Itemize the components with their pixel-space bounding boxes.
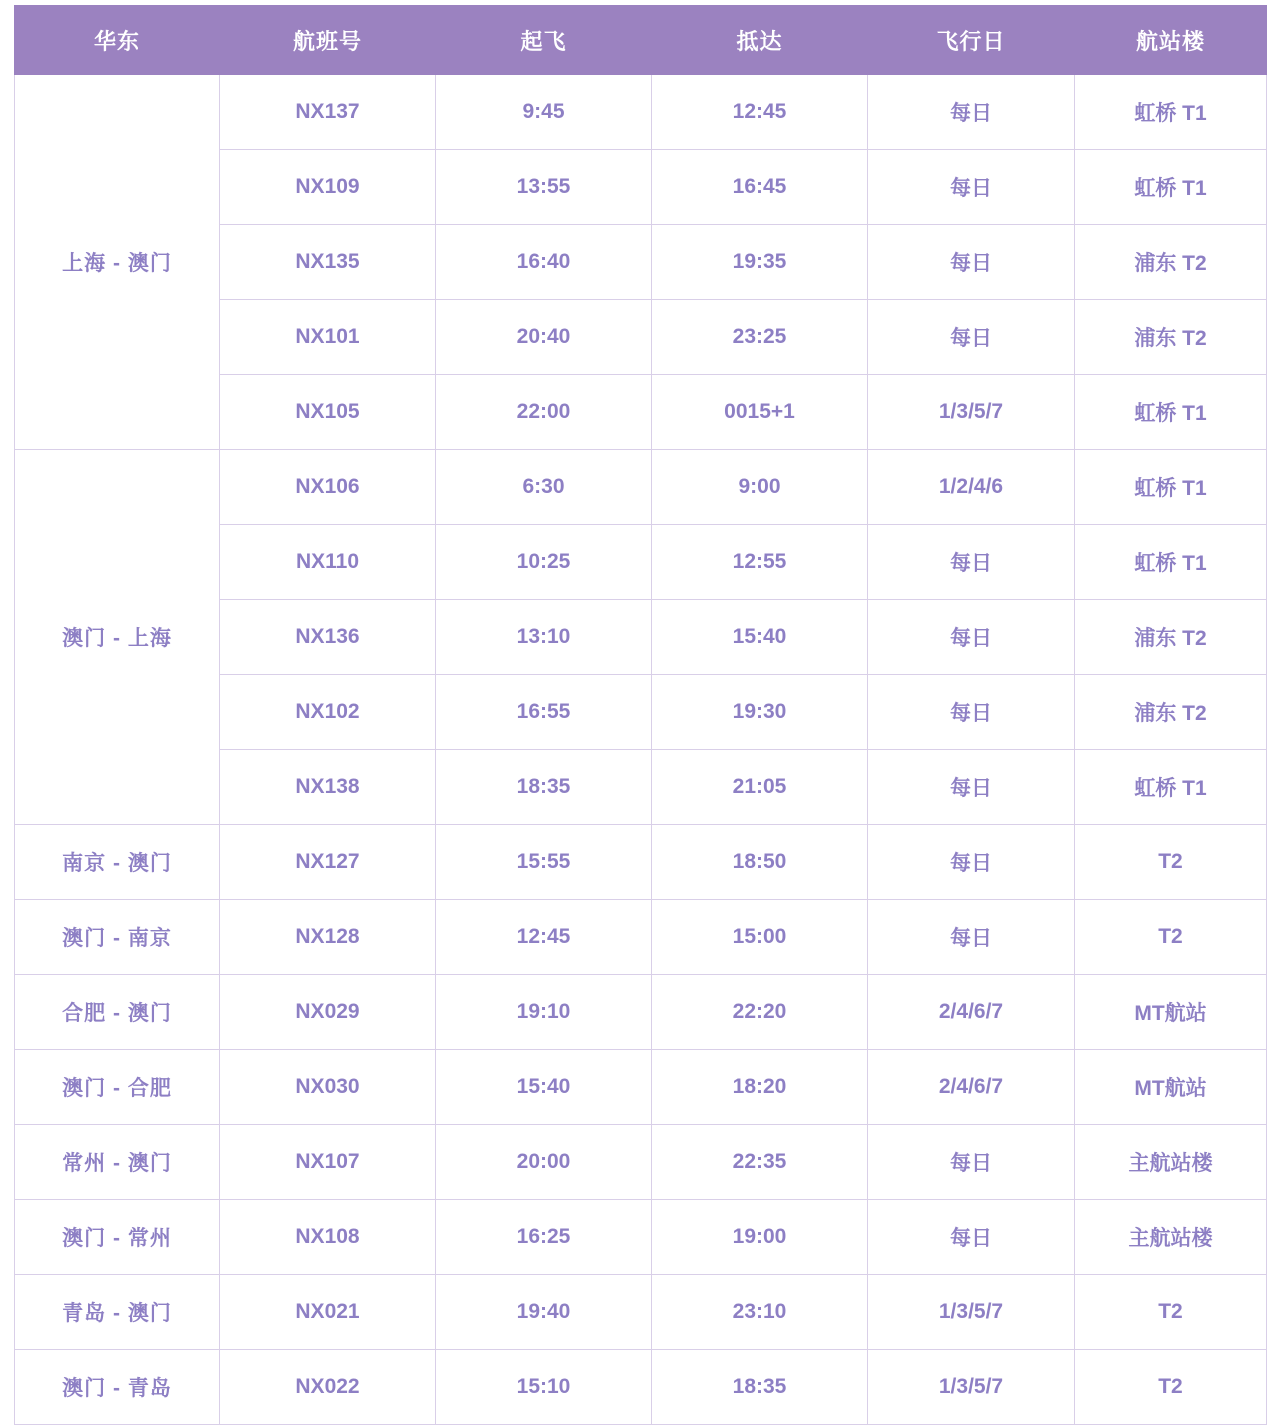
arrival-time: 19:00	[652, 1200, 868, 1275]
column-header-region: 华东	[15, 6, 220, 75]
flight-number: NX110	[220, 525, 436, 600]
terminal-name: 虹桥 T1	[1075, 75, 1267, 150]
terminal-name: 浦东 T2	[1075, 675, 1267, 750]
flight-number: NX109	[220, 150, 436, 225]
table-row	[15, 450, 1267, 525]
route-label: 澳门 - 上海	[15, 450, 220, 825]
table-header-row	[15, 6, 1267, 75]
flight-days: 每日	[868, 825, 1075, 900]
terminal-name: 虹桥 T1	[1075, 150, 1267, 225]
arrival-time: 9:00	[652, 450, 868, 525]
column-header-departure: 起飞	[436, 6, 652, 75]
arrival-time: 15:40	[652, 600, 868, 675]
arrival-time: 19:30	[652, 675, 868, 750]
table-row	[15, 975, 1267, 1050]
departure-time: 19:10	[436, 975, 652, 1050]
flight-number: NX107	[220, 1125, 436, 1200]
flight-days: 每日	[868, 675, 1075, 750]
departure-time: 13:10	[436, 600, 652, 675]
departure-time: 16:25	[436, 1200, 652, 1275]
flight-number: NX029	[220, 975, 436, 1050]
departure-time: 16:55	[436, 675, 652, 750]
table-row	[15, 1275, 1267, 1350]
flight-days: 1/3/5/7	[868, 1275, 1075, 1350]
flight-days: 每日	[868, 1125, 1075, 1200]
departure-time: 15:40	[436, 1050, 652, 1125]
terminal-name: T2	[1075, 900, 1267, 975]
arrival-time: 12:55	[652, 525, 868, 600]
table-row	[15, 900, 1267, 975]
route-label: 澳门 - 合肥	[15, 1050, 220, 1125]
table-header	[15, 6, 1267, 75]
arrival-time: 0015+1	[652, 375, 868, 450]
departure-time: 16:40	[436, 225, 652, 300]
departure-time: 18:35	[436, 750, 652, 825]
arrival-time: 23:25	[652, 300, 868, 375]
flight-schedule-table	[14, 5, 1267, 1425]
table-row	[15, 1350, 1267, 1425]
terminal-name: 虹桥 T1	[1075, 525, 1267, 600]
terminal-name: 虹桥 T1	[1075, 750, 1267, 825]
arrival-time: 18:50	[652, 825, 868, 900]
terminal-name: 虹桥 T1	[1075, 375, 1267, 450]
terminal-name: 浦东 T2	[1075, 600, 1267, 675]
terminal-name: T2	[1075, 825, 1267, 900]
flight-number: NX138	[220, 750, 436, 825]
arrival-time: 15:00	[652, 900, 868, 975]
route-label: 上海 - 澳门	[15, 75, 220, 450]
flight-number: NX030	[220, 1050, 436, 1125]
departure-time: 12:45	[436, 900, 652, 975]
column-header-flight-no: 航班号	[220, 6, 436, 75]
table-row	[15, 825, 1267, 900]
flight-days: 每日	[868, 225, 1075, 300]
flight-days: 1/3/5/7	[868, 1350, 1075, 1425]
flight-number: NX021	[220, 1275, 436, 1350]
flight-number: NX137	[220, 75, 436, 150]
route-label: 澳门 - 南京	[15, 900, 220, 975]
table-row	[15, 75, 1267, 150]
flight-number: NX108	[220, 1200, 436, 1275]
column-header-flight-days: 飞行日	[868, 6, 1075, 75]
arrival-time: 18:35	[652, 1350, 868, 1425]
departure-time: 20:00	[436, 1125, 652, 1200]
terminal-name: 浦东 T2	[1075, 225, 1267, 300]
flight-days: 每日	[868, 75, 1075, 150]
flight-number: NX128	[220, 900, 436, 975]
route-label: 青岛 - 澳门	[15, 1275, 220, 1350]
departure-time: 15:10	[436, 1350, 652, 1425]
terminal-name: 主航站楼	[1075, 1125, 1267, 1200]
terminal-name: T2	[1075, 1350, 1267, 1425]
table-body	[15, 75, 1267, 1425]
flight-days: 每日	[868, 900, 1075, 975]
table-row	[15, 1050, 1267, 1125]
arrival-time: 18:20	[652, 1050, 868, 1125]
terminal-name: 主航站楼	[1075, 1200, 1267, 1275]
departure-time: 15:55	[436, 825, 652, 900]
arrival-time: 22:20	[652, 975, 868, 1050]
departure-time: 20:40	[436, 300, 652, 375]
route-label: 合肥 - 澳门	[15, 975, 220, 1050]
flight-number: NX127	[220, 825, 436, 900]
arrival-time: 19:35	[652, 225, 868, 300]
flight-number: NX022	[220, 1350, 436, 1425]
departure-time: 9:45	[436, 75, 652, 150]
flight-days: 1/3/5/7	[868, 375, 1075, 450]
terminal-name: MT航站	[1075, 1050, 1267, 1125]
departure-time: 6:30	[436, 450, 652, 525]
column-header-terminal: 航站楼	[1075, 6, 1267, 75]
arrival-time: 16:45	[652, 150, 868, 225]
flight-days: 每日	[868, 750, 1075, 825]
flight-number: NX101	[220, 300, 436, 375]
arrival-time: 22:35	[652, 1125, 868, 1200]
flight-number: NX102	[220, 675, 436, 750]
departure-time: 19:40	[436, 1275, 652, 1350]
route-label: 澳门 - 常州	[15, 1200, 220, 1275]
arrival-time: 12:45	[652, 75, 868, 150]
flight-days: 2/4/6/7	[868, 1050, 1075, 1125]
flight-days: 每日	[868, 1200, 1075, 1275]
table-row	[15, 1125, 1267, 1200]
flight-days: 1/2/4/6	[868, 450, 1075, 525]
flight-days: 每日	[868, 150, 1075, 225]
terminal-name: MT航站	[1075, 975, 1267, 1050]
column-header-arrival: 抵达	[652, 6, 868, 75]
route-label: 南京 - 澳门	[15, 825, 220, 900]
flight-days: 每日	[868, 300, 1075, 375]
departure-time: 13:55	[436, 150, 652, 225]
flight-days: 每日	[868, 600, 1075, 675]
departure-time: 22:00	[436, 375, 652, 450]
route-label: 澳门 - 青岛	[15, 1350, 220, 1425]
departure-time: 10:25	[436, 525, 652, 600]
flight-number: NX105	[220, 375, 436, 450]
terminal-name: 浦东 T2	[1075, 300, 1267, 375]
flight-days: 2/4/6/7	[868, 975, 1075, 1050]
terminal-name: T2	[1075, 1275, 1267, 1350]
terminal-name: 虹桥 T1	[1075, 450, 1267, 525]
flight-days: 每日	[868, 525, 1075, 600]
arrival-time: 21:05	[652, 750, 868, 825]
flight-number: NX135	[220, 225, 436, 300]
arrival-time: 23:10	[652, 1275, 868, 1350]
route-label: 常州 - 澳门	[15, 1125, 220, 1200]
flight-number: NX106	[220, 450, 436, 525]
flight-number: NX136	[220, 600, 436, 675]
table-row	[15, 1200, 1267, 1275]
